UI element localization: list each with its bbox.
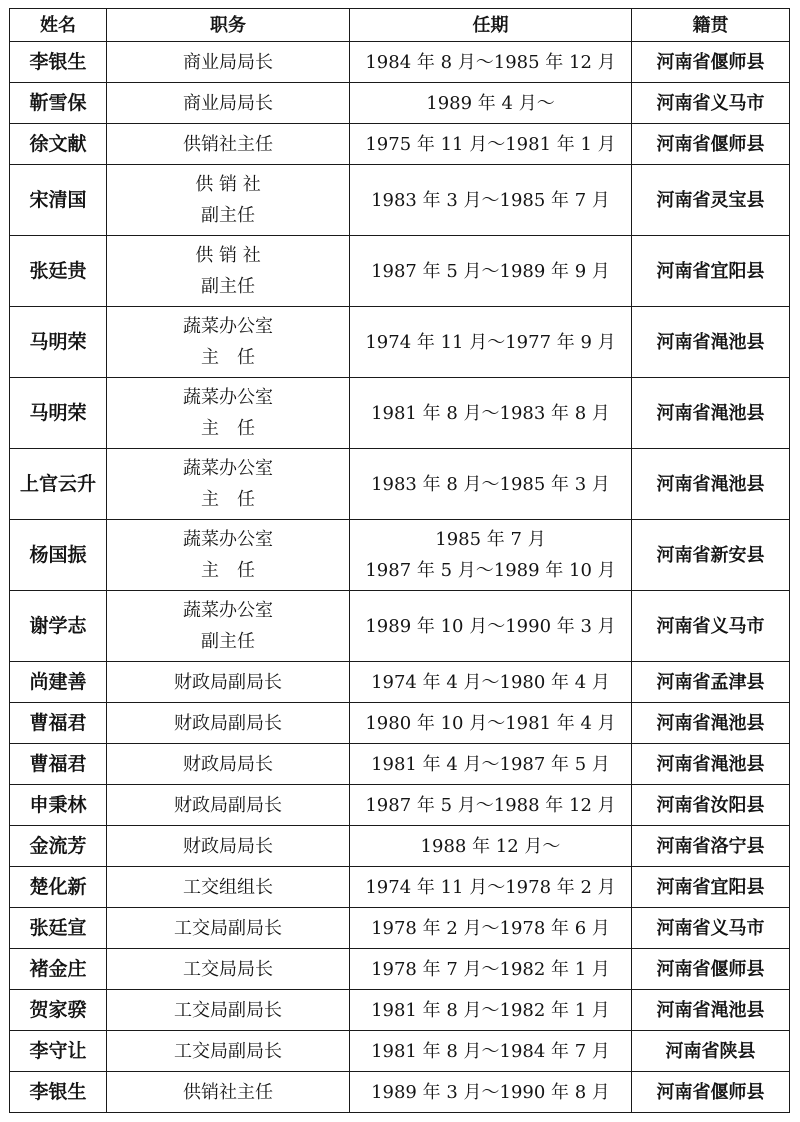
table-row (10, 83, 790, 124)
cell-term-line: 1974 年 11 月～1978 年 2 月 (365, 876, 616, 898)
cell-term-line: 1974 年 4 月～1980 年 4 月 (371, 671, 610, 693)
cell-title (107, 449, 350, 520)
cell-title-line: 财政局局长 (183, 753, 273, 775)
cell-title (107, 744, 350, 785)
cell-title-line: 副主任 (201, 631, 255, 652)
cell-title-line: 财政局副局长 (174, 712, 282, 734)
cell-title (107, 908, 350, 949)
cell-term-line: 1981 年 8 月～1983 年 8 月 (371, 402, 610, 424)
cell-term (350, 744, 632, 785)
cell-term-line: 1983 年 3 月～1985 年 7 月 (371, 189, 610, 211)
table-row (10, 42, 790, 83)
cell-place: 河南省义马市 (632, 591, 790, 662)
cell-term-line: 1989 年 3 月～1990 年 8 月 (371, 1081, 610, 1103)
cell-title (107, 378, 350, 449)
cell-name: 马明荣 (10, 378, 107, 449)
table-body (10, 42, 790, 1113)
cell-title (107, 662, 350, 703)
table-row (10, 124, 790, 165)
cell-term-line: 1978 年 7 月～1982 年 1 月 (371, 958, 610, 980)
cell-title-line: 工交局局长 (183, 958, 273, 980)
cell-name: 贺家骙 (10, 990, 107, 1031)
header-term: 任期 (350, 9, 632, 42)
cell-title-line: 供销社主任 (183, 133, 273, 155)
cell-term-line: 1987 年 5 月～1988 年 12 月 (365, 794, 616, 816)
cell-term-line: 1989 年 10 月～1990 年 3 月 (365, 615, 616, 637)
cell-place: 河南省宜阳县 (632, 236, 790, 307)
cell-title (107, 236, 350, 307)
cell-term-line: 1987 年 5 月～1989 年 9 月 (371, 260, 610, 282)
cell-name: 楚化新 (10, 867, 107, 908)
cell-term (350, 990, 632, 1031)
cell-term (350, 307, 632, 378)
table-row (10, 1072, 790, 1113)
cell-place: 河南省渑池县 (632, 990, 790, 1031)
cell-title-line: 财政局副局长 (174, 794, 282, 816)
cell-place: 河南省汝阳县 (632, 785, 790, 826)
cell-term (350, 1031, 632, 1072)
cell-place: 河南省偃师县 (632, 42, 790, 83)
table-row (10, 949, 790, 990)
table-row (10, 744, 790, 785)
cell-term-line: 1988 年 12 月～ (420, 835, 561, 857)
cell-term (350, 236, 632, 307)
cell-title-line: 蔬菜办公室 (183, 387, 273, 408)
cell-title (107, 591, 350, 662)
cell-name: 李银生 (10, 42, 107, 83)
cell-place: 河南省义马市 (632, 83, 790, 124)
cell-place: 河南省新安县 (632, 520, 790, 591)
cell-term-line: 1981 年 4 月～1987 年 5 月 (371, 753, 610, 775)
cell-title-line: 主 任 (201, 418, 255, 439)
cell-title-line: 蔬菜办公室 (183, 458, 273, 479)
cell-place: 河南省偃师县 (632, 124, 790, 165)
cell-term-line: 1983 年 8 月～1985 年 3 月 (371, 473, 610, 495)
cell-term (350, 949, 632, 990)
cell-term (350, 124, 632, 165)
cell-title (107, 867, 350, 908)
cell-title-line: 蔬菜办公室 (183, 600, 273, 621)
cell-term-line: 1975 年 11 月～1981 年 1 月 (365, 133, 616, 155)
table-row (10, 378, 790, 449)
table-row (10, 867, 790, 908)
cell-term (350, 785, 632, 826)
table-row (10, 165, 790, 236)
table-row (10, 990, 790, 1031)
cell-term-line: 1989 年 4 月～ (426, 92, 555, 114)
cell-place: 河南省偃师县 (632, 949, 790, 990)
document-page (9, 8, 789, 1113)
cell-name: 靳雪保 (10, 83, 107, 124)
cell-title (107, 42, 350, 83)
cell-title (107, 703, 350, 744)
cell-title-line: 主 任 (201, 560, 255, 581)
cell-name: 徐文献 (10, 124, 107, 165)
table-row (10, 591, 790, 662)
cell-title (107, 520, 350, 591)
table-row (10, 662, 790, 703)
cell-title (107, 1031, 350, 1072)
table-row (10, 236, 790, 307)
table-row (10, 908, 790, 949)
cell-term (350, 662, 632, 703)
cell-name: 杨国振 (10, 520, 107, 591)
cell-name: 曹福君 (10, 703, 107, 744)
cell-name: 宋清国 (10, 165, 107, 236)
cell-name: 李守让 (10, 1031, 107, 1072)
cell-name: 李银生 (10, 1072, 107, 1113)
cell-title-line: 蔬菜办公室 (183, 316, 273, 337)
cell-term-line: 1981 年 8 月～1984 年 7 月 (371, 1040, 610, 1062)
cell-name: 上官云升 (10, 449, 107, 520)
cell-term-line: 1981 年 8 月～1982 年 1 月 (371, 999, 610, 1021)
cell-place: 河南省义马市 (632, 908, 790, 949)
cell-title-line: 工交局副局长 (174, 917, 282, 939)
table-row (10, 307, 790, 378)
cell-name: 金流芳 (10, 826, 107, 867)
cell-title-line: 工交组组长 (183, 876, 273, 898)
cell-name: 张廷宣 (10, 908, 107, 949)
cell-title-line: 供销社主任 (183, 1081, 273, 1103)
cell-name: 谢学志 (10, 591, 107, 662)
table-row (10, 703, 790, 744)
table-row (10, 1031, 790, 1072)
cell-place: 河南省灵宝县 (632, 165, 790, 236)
cell-title (107, 949, 350, 990)
cell-term (350, 867, 632, 908)
cell-term (350, 165, 632, 236)
cell-name: 申秉林 (10, 785, 107, 826)
cell-name: 曹福君 (10, 744, 107, 785)
cell-place: 河南省渑池县 (632, 703, 790, 744)
table-row (10, 520, 790, 591)
cell-term (350, 520, 632, 591)
cell-title-line: 蔬菜办公室 (183, 529, 273, 550)
cell-title-line: 供 销 社 (195, 174, 261, 195)
cell-term (350, 703, 632, 744)
cell-title (107, 990, 350, 1031)
cell-title (107, 124, 350, 165)
cell-title (107, 1072, 350, 1113)
cell-term (350, 908, 632, 949)
cell-place: 河南省渑池县 (632, 307, 790, 378)
cell-place: 河南省陕县 (632, 1031, 790, 1072)
cell-title (107, 785, 350, 826)
cell-title-line: 主 任 (201, 489, 255, 510)
table-row (10, 785, 790, 826)
cell-title-line: 主 任 (201, 347, 255, 368)
cell-name: 尚建善 (10, 662, 107, 703)
cell-title (107, 83, 350, 124)
cell-term (350, 378, 632, 449)
cell-place: 河南省渑池县 (632, 744, 790, 785)
cell-title (107, 826, 350, 867)
header-title: 职务 (107, 9, 350, 42)
cell-place: 河南省渑池县 (632, 449, 790, 520)
cell-title-line: 商业局局长 (183, 92, 273, 114)
header-name: 姓名 (10, 9, 107, 42)
cell-name: 褚金庄 (10, 949, 107, 990)
cell-title-line: 商业局局长 (183, 51, 273, 73)
personnel-table (9, 8, 790, 1113)
cell-term-line: 1974 年 11 月～1977 年 9 月 (365, 331, 616, 353)
cell-title-line: 副主任 (201, 276, 255, 297)
cell-name: 马明荣 (10, 307, 107, 378)
cell-title (107, 165, 350, 236)
cell-place: 河南省渑池县 (632, 378, 790, 449)
cell-place: 河南省宜阳县 (632, 867, 790, 908)
cell-title-line: 工交局副局长 (174, 1040, 282, 1062)
table-row (10, 449, 790, 520)
table-header-row (10, 9, 790, 42)
cell-term-line: 1985 年 7 月 (435, 529, 546, 550)
cell-title-line: 供 销 社 (195, 245, 261, 266)
table-row (10, 826, 790, 867)
cell-term-line: 1980 年 10 月～1981 年 4 月 (365, 712, 616, 734)
cell-term (350, 42, 632, 83)
cell-name: 张廷贵 (10, 236, 107, 307)
cell-term (350, 449, 632, 520)
cell-place: 河南省孟津县 (632, 662, 790, 703)
cell-term-line: 1978 年 2 月～1978 年 6 月 (371, 917, 610, 939)
cell-term (350, 591, 632, 662)
cell-term (350, 83, 632, 124)
cell-place: 河南省偃师县 (632, 1072, 790, 1113)
cell-term-line: 1984 年 8 月～1985 年 12 月 (365, 51, 616, 73)
cell-title (107, 307, 350, 378)
cell-title-line: 财政局局长 (183, 835, 273, 857)
cell-term-line: 1987 年 5 月～1989 年 10 月 (365, 560, 616, 581)
cell-title-line: 副主任 (201, 205, 255, 226)
cell-title-line: 工交局副局长 (174, 999, 282, 1021)
header-place: 籍贯 (632, 9, 790, 42)
cell-term (350, 1072, 632, 1113)
cell-place: 河南省洛宁县 (632, 826, 790, 867)
cell-term (350, 826, 632, 867)
cell-title-line: 财政局副局长 (174, 671, 282, 693)
